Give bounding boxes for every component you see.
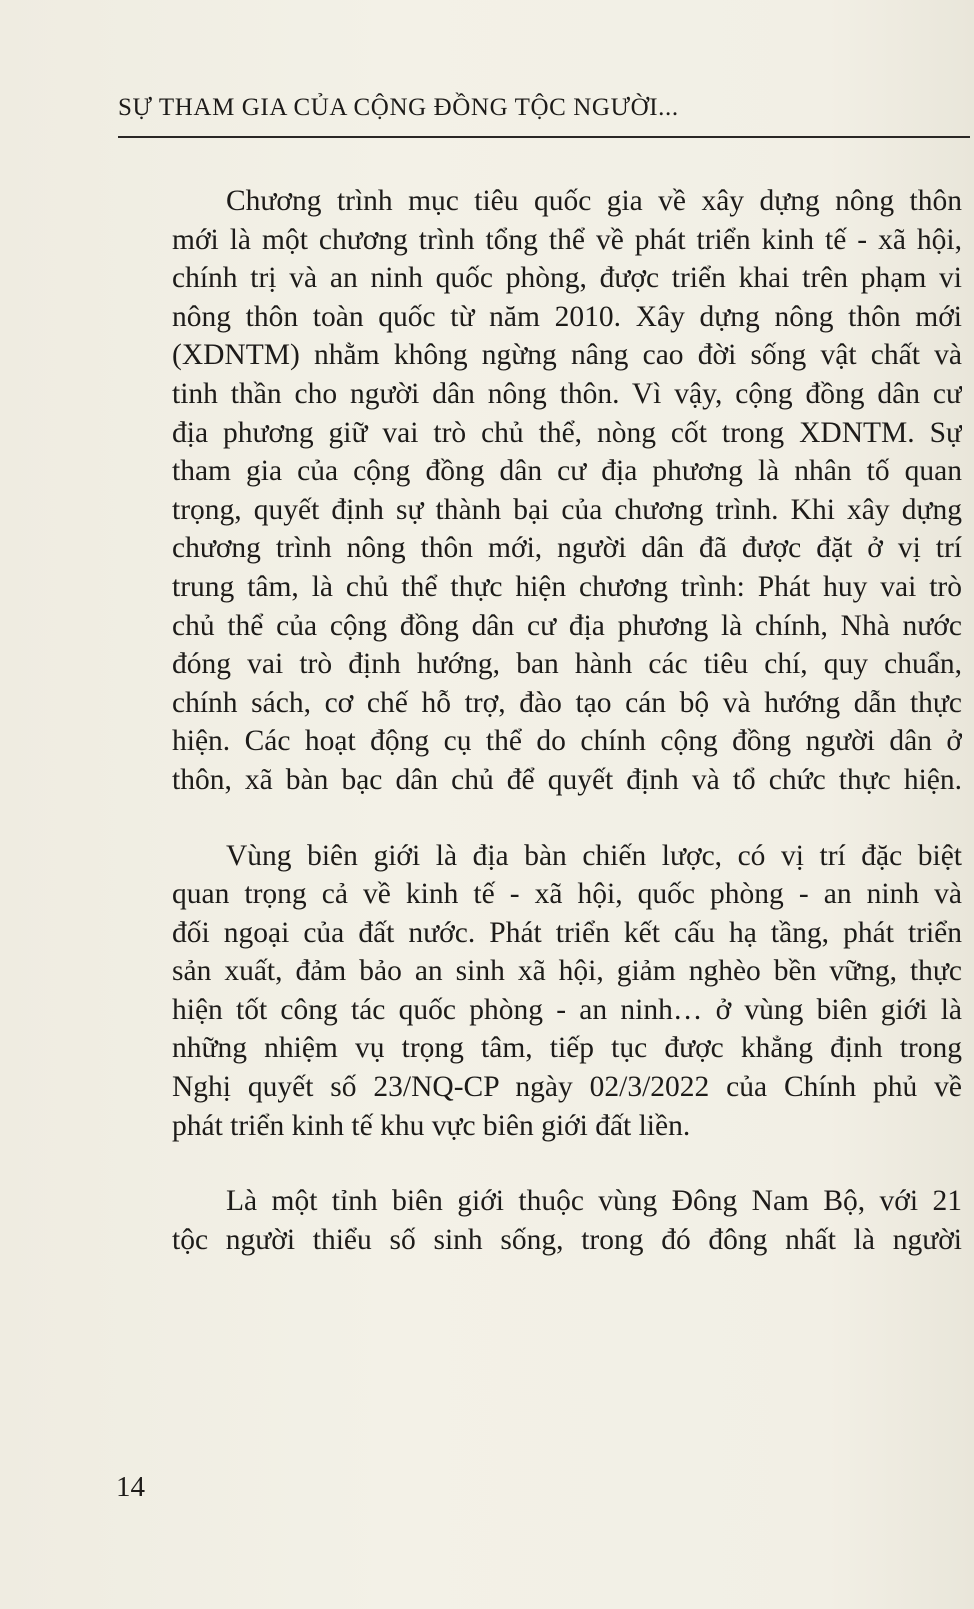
text-line: tộc người thiểu số sinh sống, trong đó đông nhất là người (172, 1223, 962, 1256)
text-line: (XDNTM) nhằm không ngừng nâng cao đời sống vật chất và (172, 339, 962, 372)
text-line: địa phương giữ vai trò chủ thể, nòng cốt trong XDNTM. Sự (172, 416, 962, 449)
text-line: Vùng biên giới là địa bàn chiến lược, có vị trí đặc biệt (226, 839, 962, 872)
text-line: chủ thể của cộng đồng dân cư địa phương là chính, Nhà nước (172, 609, 962, 642)
text-line: những nhiệm vụ trọng tâm, tiếp tục được khẳng định trong (172, 1032, 962, 1065)
text-line: tinh thần cho người dân nông thôn. Vì vậy, cộng đồng dân cư (172, 377, 962, 410)
page-number: 14 (116, 1471, 145, 1503)
text-line: quan trọng cả về kinh tế - xã hội, quốc phòng - an ninh và (172, 878, 962, 911)
header-rule (118, 136, 970, 138)
text-line: chương trình nông thôn mới, người dân đã được đặt ở vị trí (172, 532, 962, 565)
text-line: đối ngoại của đất nước. Phát triển kết cấu hạ tầng, phát triển (172, 916, 962, 949)
text-line: tham gia của cộng đồng dân cư địa phương là nhân tố quan (172, 455, 962, 488)
body-text (118, 182, 962, 1259)
text-line: chính sách, cơ chế hỗ trợ, đào tạo cán bộ và hướng dẫn thực (172, 686, 962, 719)
text-line: trọng, quyết định sự thành bại của chương trình. Khi xây dựng (172, 493, 962, 526)
text-line: Là một tỉnh biên giới thuộc vùng Đông Nam Bộ, với 21 (226, 1185, 962, 1218)
text-line: đóng vai trò định hướng, ban hành các tiêu chí, quy chuẩn, (172, 648, 962, 681)
text-line: chính trị và an ninh quốc phòng, được triển khai trên phạm vi (172, 262, 962, 295)
paragraph-3 (118, 1182, 962, 1259)
text-line: phát triển kinh tế khu vực biên giới đất liền. (172, 1109, 691, 1142)
running-head: SỰ THAM GIA CỦA CỘNG ĐỒNG TỘC NGƯỜI... (118, 94, 679, 121)
text-line: Chương trình mục tiêu quốc gia về xây dựng nông thôn (226, 185, 962, 217)
text-line: sản xuất, đảm bảo an sinh xã hội, giảm nghèo bền vững, thực (172, 955, 962, 988)
text-line: Nghị quyết số 23/NQ-CP ngày 02/3/2022 của Chính phủ về (172, 1071, 962, 1104)
text-line: hiện. Các hoạt động cụ thể do chính cộng đồng người dân ở (172, 725, 962, 758)
text-line: trung tâm, là chủ thể thực hiện chương trình: Phát huy vai trò (172, 570, 962, 603)
text-line: hiện tốt công tác quốc phòng - an ninh… ở vùng biên giới là (172, 993, 962, 1026)
paragraph-1 (118, 182, 962, 800)
paragraph-2 (118, 837, 962, 1146)
text-line: mới là một chương trình tổng thể về phát triển kinh tế - xã hội, (172, 223, 962, 256)
text-line: thôn, xã bàn bạc dân chủ để quyết định và tổ chức thực hiện. (172, 763, 962, 796)
text-line: nông thôn toàn quốc từ năm 2010. Xây dựng nông thôn mới (172, 300, 962, 333)
